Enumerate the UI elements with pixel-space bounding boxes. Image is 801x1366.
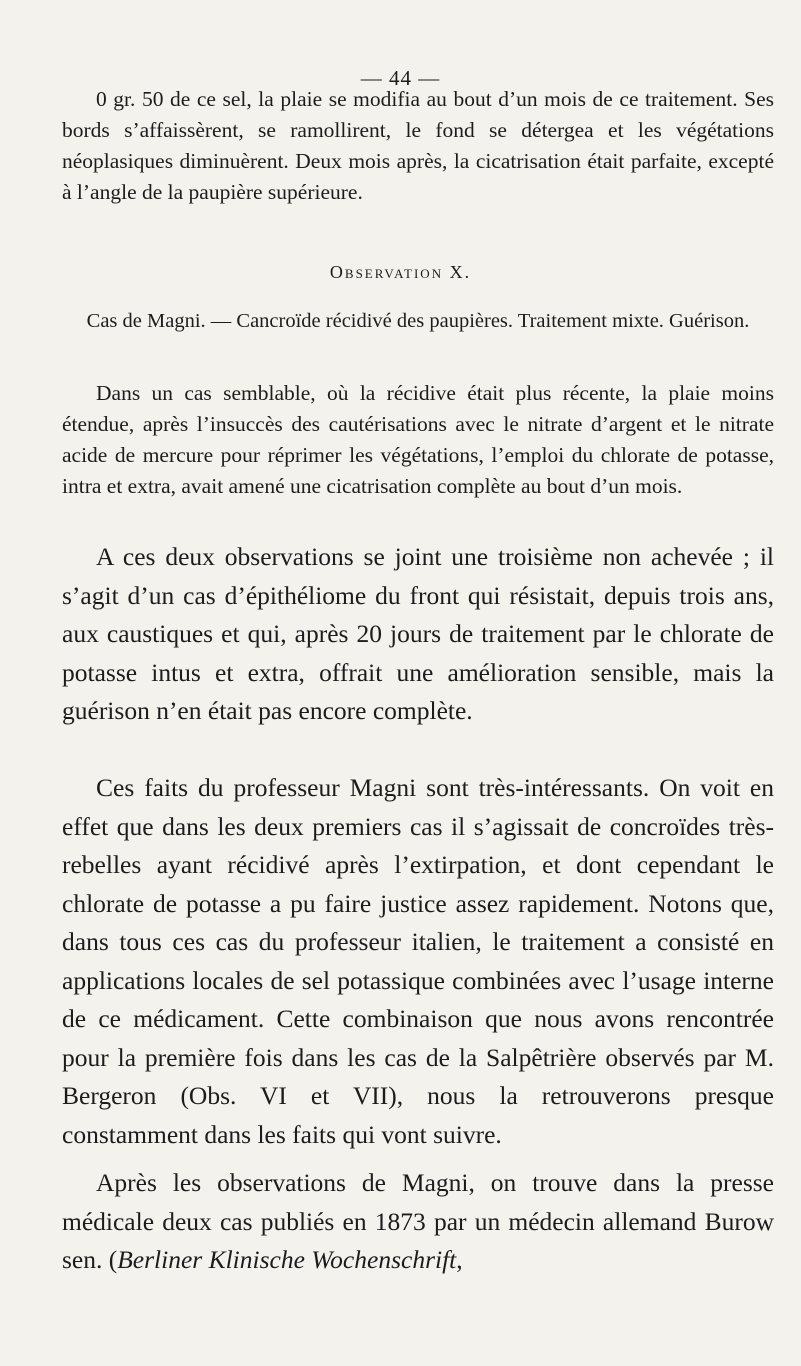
paragraph-third-case-text: A ces deux observations se joint une troisième non achevée ; il s’agit d’un cas d’épithéliome du front qui résistait, depuis trois ans, aux caustiques et qui, après 20 jours de traitement par le chlorate de potasse intus et extra, offrait une amélioration sensible, mais la guérison n’en était pas encore complète. <box>62 542 774 725</box>
journal-title: Berliner Klinische Wochenschrift <box>117 1245 457 1274</box>
observation-title: Observation X. <box>329 262 472 282</box>
paragraph-case-text: Dans un cas semblable, où la récidive était plus récente, la plaie moins étendue, après l’insuccès des cautérisations avec le nitrate d’argent et le nitrate acide de mercure pour réprimer les végétations, l’emploi du chlorate de potasse, intra et extra, avait amené une cicatrisation complète au bout d’un mois. <box>62 381 774 498</box>
paragraph-after <box>62 1164 774 1280</box>
paragraph-facts <box>62 769 774 1154</box>
paragraph-third-case <box>62 538 774 731</box>
paragraph-after-body: Après les observations de Magni, on trouve dans la presse médicale deux cas publiés en 1873 par un médecin allemand Burow sen. ( <box>62 1168 774 1274</box>
paragraph-after-tail: , <box>456 1245 463 1274</box>
paragraph-facts-text: Ces faits du professeur Magni sont très-intéressants. On voit en effet que dans les deux premiers cas il s’agissait de concroïdes très-rebelles ayant récidivé après l’extirpation, et dont cependant le chlorate de potasse a pu faire justice assez rapidement. Notons que, dans tous ces cas du professeur italien, le traitement a consisté en applications locales de sel potassique combinées avec l’usage interne de ce médicament. Cette combinaison que nous avons rencontrée pour la première fois dans les cas de la Salpêtrière observés par M. Bergeron (Obs. VI et VII), nous la retrouverons presque constamment dans les faits qui vont suivre. <box>62 773 774 1149</box>
observation-subtitle: Cas de Magni. — Cancroïde récidivé des paupières. Traitement mixte. Guérison. <box>86 310 750 332</box>
paragraph-after-text <box>62 1164 774 1280</box>
paragraph-top <box>62 84 774 208</box>
page-number: — 44 — <box>360 66 441 90</box>
paragraph-top-text: 0 gr. 50 de ce sel, la plaie se modifia au bout d’un mois de ce traitement. Ses bords s’affaissèrent, se ramollirent, le fond se détergea et les végétations néoplasiques diminuèrent. Deux mois après, la cicatrisation était parfaite, excepté à l’angle de la paupière supérieure. <box>62 87 774 204</box>
paragraph-case <box>62 378 774 502</box>
